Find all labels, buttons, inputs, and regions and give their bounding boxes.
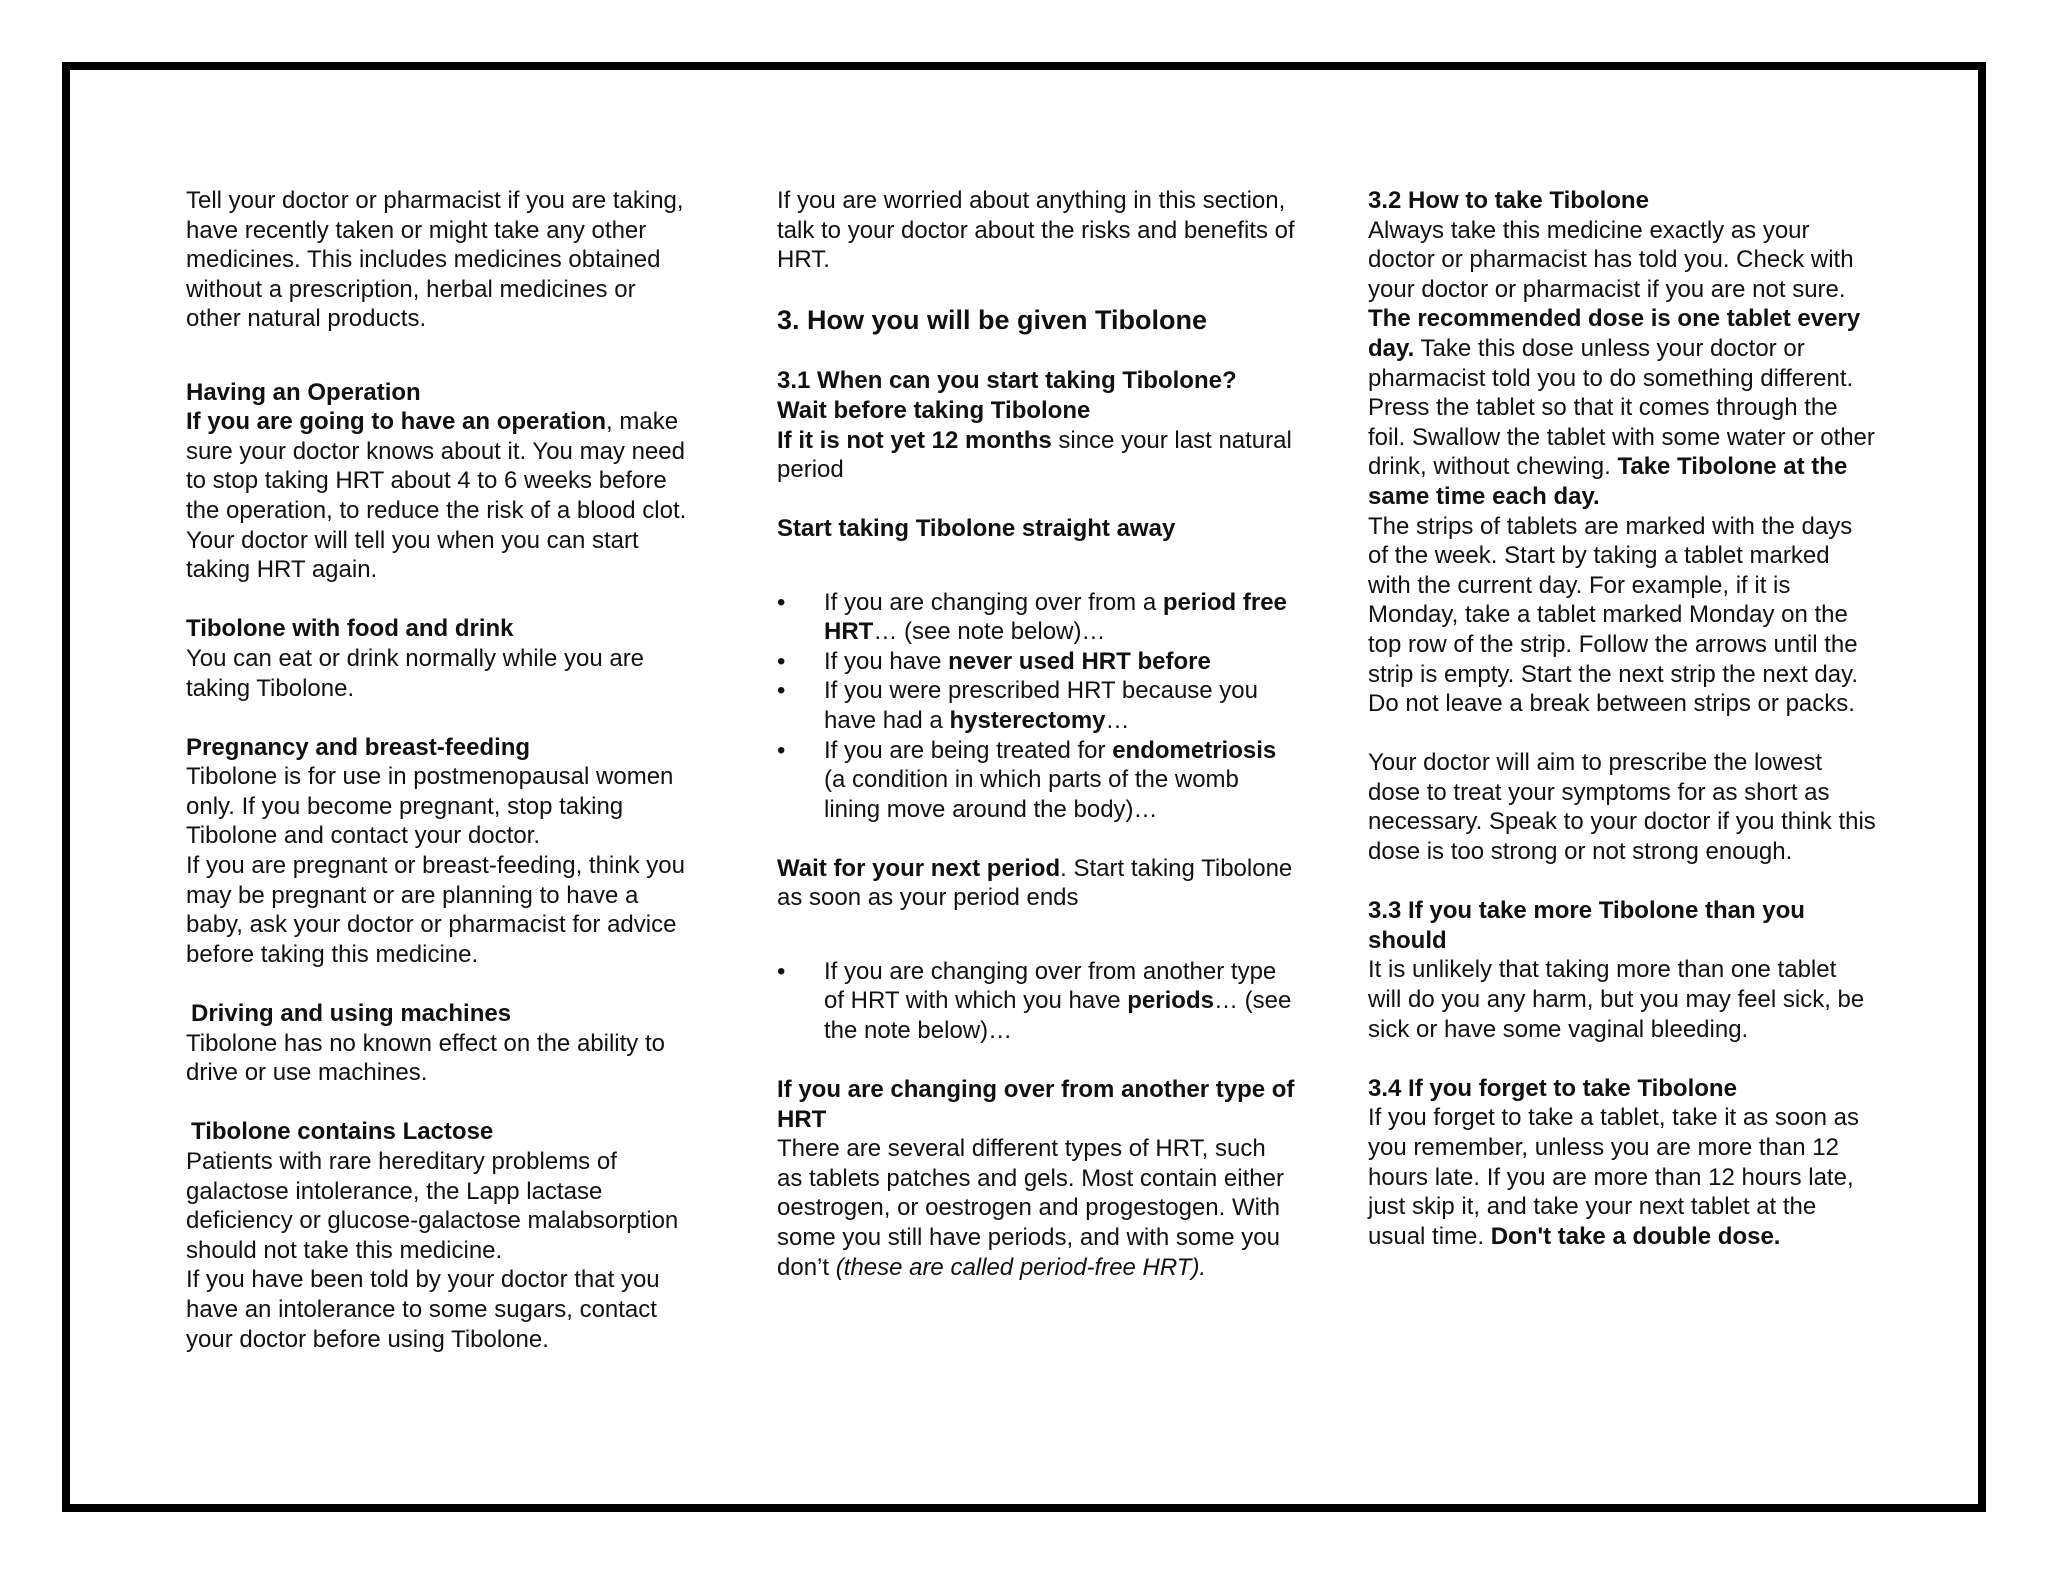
list-item-text: If you are changing over from a — [824, 588, 1163, 616]
list-item — [777, 736, 1297, 825]
list-item-text: If you are being treated for — [824, 736, 1113, 764]
food-paragraph: You can eat or drink normally while you are taking Tibolone. — [186, 644, 645, 702]
strips-paragraph: The strips of tablets are marked with the days of the week. Start by taking a tablet marked with the current day. For example, if it is Monday, take a tablet marked Monday on the top row of the strip. Follow the arrows until the strip is empty. Start the next strip the next day. Do not leave a break between strips or packs. — [1368, 512, 1858, 718]
section-3-4-paragraph — [1368, 1103, 1876, 1251]
section-3-4-heading: 3.4 If you forget to take Tibolone — [1368, 1074, 1737, 1102]
press-tablet-bold: Take Tibolone at the same time each day. — [1368, 453, 1848, 510]
list-item-bold: periods — [1127, 987, 1214, 1015]
changing-over-heading: If you are changing over from another type of HRT — [777, 1076, 1295, 1133]
bullet-icon: • — [777, 677, 786, 705]
list-item-text: … — [1105, 706, 1130, 734]
list-item — [777, 957, 1297, 1046]
bullet-icon: • — [777, 736, 786, 764]
list-item-text: … (see note below)… — [873, 618, 1106, 646]
list-item-text: If you have — [824, 647, 949, 675]
next-period-bold: Wait for your next period — [777, 854, 1061, 882]
straight-away-heading: Start taking Tibolone straight away — [777, 515, 1176, 543]
worried-paragraph: If you are worried about anything in this section, talk to your doctor about the risks and benefits of HRT. — [777, 187, 1295, 274]
interactions-paragraph: Tell your doctor or pharmacist if you are taking, have recently taken or might take any other medicines. This includes medicines obtained without a prescription, herbal medicines or other natural products. — [186, 187, 684, 333]
next-period-list — [777, 957, 1297, 1046]
next-period-text: . Start taking Tibolone as soon as your period ends — [777, 854, 1293, 912]
list-item — [777, 588, 1297, 647]
section-3-4-text: If you forget to take a tablet, take it as soon as you remember, unless you are more than 12 hours late. If you are more than 12 hours late, just skip it, and take your next tablet at the usual time. — [1368, 1104, 1859, 1250]
operation-heading: Having an Operation — [186, 378, 421, 406]
list-item-text: If you are changing over from another type of HRT with which you have — [824, 957, 1277, 1015]
press-tablet-paragraph — [1368, 393, 1876, 511]
pregnancy-heading: Pregnancy and breast-feeding — [186, 733, 531, 761]
food-heading: Tibolone with food and drink — [186, 615, 514, 643]
always-take-paragraph: Always take this medicine exactly as your doctor or pharmacist has told you. Check with your doctor or pharmacist if you are not sure. — [1368, 216, 1854, 303]
list-item — [777, 676, 1297, 735]
pregnancy-paragraph-2: If you are pregnant or breast-feeding, think you may be pregnant or are planning to have a baby, ask your doctor or pharmacist for advice before taking this medicine. — [186, 852, 685, 968]
section-3-3-heading: 3.3 If you take more Tibolone than you should — [1368, 897, 1805, 954]
lactose-paragraph-2: If you have been told by your doctor that you have an intolerance to some sugars, contact your doctor before using Tibolone. — [186, 1266, 660, 1353]
list-item-text: (a condition in which parts of the womb lining move around the body)… — [824, 766, 1239, 823]
section-3-title: 3. How you will be given Tibolone — [777, 304, 1208, 335]
lowest-dose-paragraph: Your doctor will aim to prescribe the lowest dose to treat your symptoms for as short as necessary. Speak to your doctor if you think this dose is too strong or not strong enough. — [1368, 749, 1876, 866]
not-yet-12-months-paragraph — [777, 426, 1297, 485]
operation-bold-lead: If you are going to have an operation — [186, 408, 607, 436]
list-item — [777, 647, 1297, 677]
list-item-bold: never used HRT before — [948, 647, 1211, 675]
wait-before-subheading: Wait before taking Tibolone — [777, 396, 1091, 424]
list-item-bold: period free HRT — [824, 588, 1287, 646]
straight-away-list — [777, 588, 1297, 825]
operation-paragraph — [186, 407, 696, 585]
lactose-heading: Tibolone contains Lactose — [191, 1118, 494, 1146]
bullet-icon: • — [777, 647, 786, 675]
list-item-text: If you were prescribed HRT because you have had a — [824, 677, 1259, 734]
driving-paragraph: Tibolone has no known effect on the ability to drive or use machines. — [186, 1029, 665, 1087]
section-3-1-heading: 3.1 When can you start taking Tibolone? — [777, 367, 1237, 395]
column-left — [186, 186, 696, 1354]
bullet-icon: • — [777, 957, 786, 985]
driving-heading: Driving and using machines — [191, 1000, 512, 1028]
changing-over-italic: (these are called period-free HRT). — [835, 1253, 1207, 1281]
press-tablet-text: Press the tablet so that it comes through the foil. Swallow the tablet with some water or other drink, without chewing. — [1368, 394, 1875, 481]
not-yet-12-months-bold: If it is not yet 12 months — [777, 426, 1052, 454]
next-period-paragraph — [777, 854, 1297, 913]
list-item-bold: hysterectomy — [949, 706, 1106, 734]
lactose-paragraph-1: Patients with rare hereditary problems of galactose intolerance, the Lapp lactase deficiency or glucose-galactose malabsorption should not take this medicine. — [186, 1148, 679, 1264]
section-3-3-paragraph: It is unlikely that taking more than one tablet will do you any harm, but you may feel sick, be sick or have some vaginal bleeding. — [1368, 956, 1865, 1043]
changing-over-paragraph — [777, 1134, 1297, 1282]
bullet-icon: • — [777, 588, 786, 616]
pregnancy-paragraph-1: Tibolone is for use in postmenopausal women only. If you become pregnant, stop taking Tibolone and contact your doctor. — [186, 763, 674, 850]
column-middle — [777, 186, 1297, 1282]
recommended-dose-paragraph — [1368, 304, 1876, 393]
not-yet-12-months-text: since your last natural period — [777, 426, 1292, 484]
changing-over-text: There are several different types of HRT, such as tablets patches and gels. Most contain either oestrogen, or oestrogen and progestogen. With some you still have periods, and with some you don’t — [777, 1135, 1284, 1281]
list-item-bold: endometriosis — [1112, 736, 1277, 764]
recommended-dose-text: Take this dose unless your doctor or pharmacist told you to do something different. — [1368, 334, 1854, 392]
list-item-text: … (see the note below)… — [824, 987, 1292, 1044]
operation-text: , make sure your doctor knows about it. You may need to stop taking HRT about 4 to 6 weeks before the operation, to reduce the risk of a blood clot. Your doctor will tell you when you can start taking HRT again. — [186, 408, 687, 584]
recommended-dose-bold: The recommended dose is one tablet every day. — [1368, 305, 1861, 362]
double-dose-bold: Don't take a double dose. — [1490, 1222, 1781, 1250]
column-right — [1368, 186, 1876, 1251]
section-3-2-heading: 3.2 How to take Tibolone — [1368, 187, 1649, 214]
